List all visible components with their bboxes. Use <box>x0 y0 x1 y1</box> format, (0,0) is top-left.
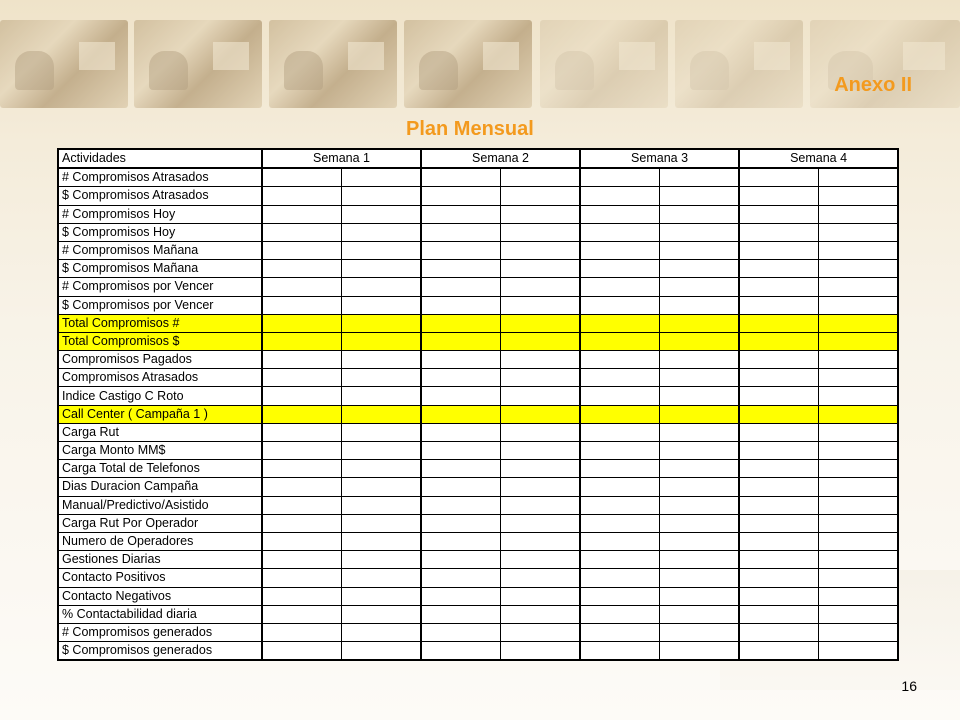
week-cell <box>739 551 818 569</box>
week-cell <box>341 478 421 496</box>
week-cell <box>421 460 500 478</box>
week-cell <box>500 260 580 278</box>
week-cell <box>262 387 341 405</box>
week-cell <box>818 405 898 423</box>
week-cell <box>580 514 659 532</box>
week-cell <box>341 405 421 423</box>
week-cell <box>739 223 818 241</box>
week-cell <box>262 551 341 569</box>
week-cell <box>659 187 739 205</box>
week-cell <box>262 223 341 241</box>
table-body <box>58 168 898 660</box>
week-cell <box>341 387 421 405</box>
activity-label: Carga Rut <box>58 423 262 441</box>
week-cell <box>421 587 500 605</box>
week-cell <box>659 423 739 441</box>
activity-label: # Compromisos Atrasados <box>58 168 262 187</box>
week-cell <box>421 241 500 259</box>
week-cell <box>262 460 341 478</box>
week-cell <box>739 587 818 605</box>
week-cell <box>818 278 898 296</box>
activity-label: $ Compromisos por Vencer <box>58 296 262 314</box>
week-cell <box>659 369 739 387</box>
header-photo-1 <box>0 20 128 108</box>
table-row <box>58 369 898 387</box>
week-cell <box>580 241 659 259</box>
week-cell <box>421 496 500 514</box>
week-cell <box>580 478 659 496</box>
week-cell <box>500 642 580 661</box>
week-cell <box>739 241 818 259</box>
week-cell <box>818 532 898 550</box>
week-cell <box>421 278 500 296</box>
week-cell <box>659 296 739 314</box>
week-cell <box>739 296 818 314</box>
annex-title: Anexo II <box>834 74 912 96</box>
week-cell <box>659 623 739 641</box>
week-cell <box>739 460 818 478</box>
week-cell <box>341 187 421 205</box>
week-cell <box>262 605 341 623</box>
week-cell <box>500 187 580 205</box>
week-cell <box>341 351 421 369</box>
week-cell <box>818 442 898 460</box>
week-cell <box>580 278 659 296</box>
week-cell <box>500 587 580 605</box>
week-cell <box>262 187 341 205</box>
activity-label: Carga Monto MM$ <box>58 442 262 460</box>
week-cell <box>818 296 898 314</box>
week-cell <box>818 551 898 569</box>
week-cell <box>818 496 898 514</box>
week-cell <box>421 623 500 641</box>
week-cell <box>500 241 580 259</box>
week-cell <box>818 351 898 369</box>
week-cell <box>659 642 739 661</box>
week-cell <box>500 369 580 387</box>
week-cell <box>500 332 580 350</box>
week-cell <box>500 387 580 405</box>
table-row <box>58 387 898 405</box>
table-row <box>58 587 898 605</box>
week-cell <box>341 569 421 587</box>
week-cell <box>818 387 898 405</box>
week-cell <box>580 260 659 278</box>
week-cell <box>500 551 580 569</box>
activity-label: $ Compromisos Atrasados <box>58 187 262 205</box>
table-row <box>58 223 898 241</box>
column-header-activities: Actividades <box>58 149 262 168</box>
week-cell <box>500 605 580 623</box>
column-header-week-4: Semana 4 <box>739 149 898 168</box>
week-cell <box>580 642 659 661</box>
week-cell <box>659 514 739 532</box>
week-cell <box>659 332 739 350</box>
week-cell <box>421 405 500 423</box>
week-cell <box>739 532 818 550</box>
week-cell <box>580 423 659 441</box>
week-cell <box>341 460 421 478</box>
week-cell <box>341 605 421 623</box>
week-cell <box>262 296 341 314</box>
week-cell <box>262 478 341 496</box>
week-cell <box>341 423 421 441</box>
week-cell <box>739 478 818 496</box>
week-cell <box>421 296 500 314</box>
week-cell <box>818 569 898 587</box>
week-cell <box>739 569 818 587</box>
table-header-row <box>58 149 898 168</box>
week-cell <box>739 623 818 641</box>
table-row <box>58 514 898 532</box>
week-cell <box>739 605 818 623</box>
week-cell <box>739 442 818 460</box>
week-cell <box>580 460 659 478</box>
table-row <box>58 205 898 223</box>
table-row <box>58 187 898 205</box>
week-cell <box>818 460 898 478</box>
week-cell <box>659 442 739 460</box>
table-row <box>58 241 898 259</box>
week-cell <box>341 314 421 332</box>
week-cell <box>580 187 659 205</box>
week-cell <box>341 514 421 532</box>
column-header-week-1: Semana 1 <box>262 149 421 168</box>
week-cell <box>421 605 500 623</box>
activity-label: Compromisos Pagados <box>58 351 262 369</box>
week-cell <box>739 187 818 205</box>
header-photo-6 <box>675 20 803 108</box>
week-cell <box>500 351 580 369</box>
activity-label: Total Compromisos $ <box>58 332 262 350</box>
week-cell <box>659 496 739 514</box>
table-row <box>58 332 898 350</box>
page-number: 16 <box>901 678 917 694</box>
week-cell <box>341 551 421 569</box>
week-cell <box>500 478 580 496</box>
week-cell <box>262 278 341 296</box>
week-cell <box>659 551 739 569</box>
week-cell <box>262 423 341 441</box>
week-cell <box>341 260 421 278</box>
table-row <box>58 423 898 441</box>
week-cell <box>341 442 421 460</box>
table-row <box>58 296 898 314</box>
table-row <box>58 351 898 369</box>
week-cell <box>580 405 659 423</box>
week-cell <box>421 260 500 278</box>
week-cell <box>262 514 341 532</box>
activity-label: # Compromisos por Vencer <box>58 278 262 296</box>
week-cell <box>739 314 818 332</box>
week-cell <box>580 551 659 569</box>
week-cell <box>262 205 341 223</box>
week-cell <box>739 423 818 441</box>
week-cell <box>421 442 500 460</box>
week-cell <box>818 314 898 332</box>
week-cell <box>421 351 500 369</box>
week-cell <box>659 205 739 223</box>
week-cell <box>580 387 659 405</box>
week-cell <box>580 532 659 550</box>
table-row <box>58 623 898 641</box>
activity-label: Contacto Negativos <box>58 587 262 605</box>
table-row <box>58 478 898 496</box>
week-cell <box>421 168 500 187</box>
week-cell <box>262 569 341 587</box>
week-cell <box>818 478 898 496</box>
activity-label: Compromisos Atrasados <box>58 369 262 387</box>
week-cell <box>500 532 580 550</box>
week-cell <box>818 332 898 350</box>
week-cell <box>341 623 421 641</box>
table-row <box>58 314 898 332</box>
week-cell <box>341 532 421 550</box>
activity-label: % Contactabilidad diaria <box>58 605 262 623</box>
week-cell <box>659 460 739 478</box>
week-cell <box>818 587 898 605</box>
activity-label: Dias Duracion Campaña <box>58 478 262 496</box>
week-cell <box>818 260 898 278</box>
week-cell <box>818 187 898 205</box>
week-cell <box>580 296 659 314</box>
week-cell <box>739 642 818 661</box>
week-cell <box>341 168 421 187</box>
activity-label: $ Compromisos Hoy <box>58 223 262 241</box>
week-cell <box>262 442 341 460</box>
activity-label: # Compromisos generados <box>58 623 262 641</box>
week-cell <box>421 478 500 496</box>
week-cell <box>262 587 341 605</box>
table-row <box>58 168 898 187</box>
table-row <box>58 278 898 296</box>
week-cell <box>421 532 500 550</box>
week-cell <box>659 532 739 550</box>
week-cell <box>341 369 421 387</box>
activity-label: Carga Rut Por Operador <box>58 514 262 532</box>
week-cell <box>818 241 898 259</box>
week-cell <box>421 423 500 441</box>
week-cell <box>739 168 818 187</box>
week-cell <box>500 514 580 532</box>
week-cell <box>580 587 659 605</box>
week-cell <box>739 351 818 369</box>
week-cell <box>500 460 580 478</box>
week-cell <box>500 405 580 423</box>
week-cell <box>580 569 659 587</box>
week-cell <box>580 623 659 641</box>
week-cell <box>739 332 818 350</box>
table-row <box>58 260 898 278</box>
week-cell <box>580 605 659 623</box>
week-cell <box>659 569 739 587</box>
week-cell <box>421 551 500 569</box>
week-cell <box>500 569 580 587</box>
week-cell <box>341 332 421 350</box>
week-cell <box>421 387 500 405</box>
week-cell <box>341 278 421 296</box>
week-cell <box>659 405 739 423</box>
week-cell <box>262 496 341 514</box>
week-cell <box>341 587 421 605</box>
activity-label: Contacto Positivos <box>58 569 262 587</box>
week-cell <box>421 332 500 350</box>
plan-title: Plan Mensual <box>406 118 534 140</box>
week-cell <box>818 168 898 187</box>
activity-label: Carga Total de Telefonos <box>58 460 262 478</box>
week-cell <box>421 314 500 332</box>
week-cell <box>421 514 500 532</box>
week-cell <box>818 605 898 623</box>
week-cell <box>659 260 739 278</box>
week-cell <box>421 569 500 587</box>
activity-label: Gestiones Diarias <box>58 551 262 569</box>
week-cell <box>341 205 421 223</box>
activity-label: Numero de Operadores <box>58 532 262 550</box>
week-cell <box>580 168 659 187</box>
header-photo-5 <box>540 20 668 108</box>
week-cell <box>580 496 659 514</box>
week-cell <box>421 223 500 241</box>
week-cell <box>500 423 580 441</box>
week-cell <box>500 278 580 296</box>
week-cell <box>739 205 818 223</box>
plan-table <box>57 148 899 661</box>
week-cell <box>341 642 421 661</box>
week-cell <box>739 496 818 514</box>
week-cell <box>421 369 500 387</box>
week-cell <box>659 587 739 605</box>
week-cell <box>659 387 739 405</box>
table-row <box>58 605 898 623</box>
week-cell <box>262 260 341 278</box>
week-cell <box>659 168 739 187</box>
week-cell <box>580 369 659 387</box>
activity-label: $ Compromisos generados <box>58 642 262 661</box>
week-cell <box>739 405 818 423</box>
week-cell <box>659 351 739 369</box>
week-cell <box>262 241 341 259</box>
header-photo-3 <box>269 20 397 108</box>
week-cell <box>341 223 421 241</box>
plan-table-container <box>57 148 894 661</box>
week-cell <box>818 514 898 532</box>
header-photo-2 <box>134 20 262 108</box>
week-cell <box>659 241 739 259</box>
week-cell <box>818 642 898 661</box>
week-cell <box>580 351 659 369</box>
week-cell <box>659 223 739 241</box>
week-cell <box>659 478 739 496</box>
column-header-week-2: Semana 2 <box>421 149 580 168</box>
activity-label: Indice Castigo C Roto <box>58 387 262 405</box>
week-cell <box>580 223 659 241</box>
week-cell <box>659 278 739 296</box>
week-cell <box>580 205 659 223</box>
week-cell <box>262 369 341 387</box>
week-cell <box>659 605 739 623</box>
week-cell <box>659 314 739 332</box>
week-cell <box>739 278 818 296</box>
week-cell <box>421 205 500 223</box>
week-cell <box>818 223 898 241</box>
table-row <box>58 405 898 423</box>
week-cell <box>500 623 580 641</box>
week-cell <box>341 241 421 259</box>
week-cell <box>341 296 421 314</box>
week-cell <box>739 260 818 278</box>
activity-label: # Compromisos Hoy <box>58 205 262 223</box>
week-cell <box>421 187 500 205</box>
activity-label: Call Center ( Campaña 1 ) <box>58 405 262 423</box>
week-cell <box>262 168 341 187</box>
week-cell <box>739 369 818 387</box>
week-cell <box>262 532 341 550</box>
table-row <box>58 532 898 550</box>
week-cell <box>739 514 818 532</box>
column-header-week-3: Semana 3 <box>580 149 739 168</box>
week-cell <box>818 369 898 387</box>
table-row <box>58 642 898 661</box>
table-row <box>58 569 898 587</box>
activity-label: Total Compromisos # <box>58 314 262 332</box>
week-cell <box>421 642 500 661</box>
header-photo-4 <box>404 20 532 108</box>
week-cell <box>262 405 341 423</box>
week-cell <box>262 623 341 641</box>
activity-label: # Compromisos Mañana <box>58 241 262 259</box>
week-cell <box>818 423 898 441</box>
week-cell <box>580 314 659 332</box>
week-cell <box>739 387 818 405</box>
week-cell <box>500 168 580 187</box>
week-cell <box>500 314 580 332</box>
week-cell <box>500 296 580 314</box>
week-cell <box>500 223 580 241</box>
activity-label: Manual/Predictivo/Asistido <box>58 496 262 514</box>
week-cell <box>818 205 898 223</box>
week-cell <box>818 623 898 641</box>
table-row <box>58 496 898 514</box>
week-cell <box>262 351 341 369</box>
week-cell <box>500 442 580 460</box>
table-row <box>58 551 898 569</box>
week-cell <box>262 642 341 661</box>
week-cell <box>500 496 580 514</box>
week-cell <box>341 496 421 514</box>
activity-label: $ Compromisos Mañana <box>58 260 262 278</box>
week-cell <box>580 332 659 350</box>
table-row <box>58 460 898 478</box>
week-cell <box>580 442 659 460</box>
table-row <box>58 442 898 460</box>
week-cell <box>500 205 580 223</box>
week-cell <box>262 332 341 350</box>
week-cell <box>262 314 341 332</box>
